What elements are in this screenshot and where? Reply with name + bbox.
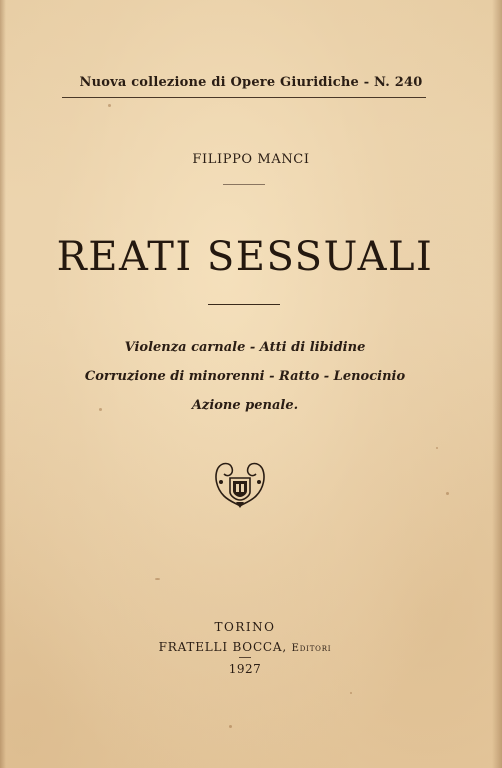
author-name: FILIPPO MANCI (192, 152, 310, 167)
subtitle-line: Corruzione di minorenni - Ratto - Lenocinio (84, 369, 406, 384)
author-divider (223, 184, 265, 185)
book-title: REATI SESSUALI (56, 234, 434, 280)
series-divider (62, 97, 426, 98)
foxing-spot (155, 578, 160, 580)
page-edge-shadow-right (492, 0, 502, 768)
foxing-spot (436, 447, 438, 449)
foxing-spot (108, 104, 111, 107)
publisher-role: Editori (291, 643, 332, 654)
foxing-spot (350, 692, 352, 694)
title-divider (208, 304, 280, 305)
foxing-spot (446, 492, 449, 495)
imprint-year: 1927 (228, 662, 262, 676)
subtitle-line: Azione penale. (191, 398, 299, 413)
imprint-publisher (0, 640, 490, 654)
imprint-city: TORINO (214, 620, 276, 634)
year-divider (239, 657, 251, 658)
foxing-spot (229, 725, 232, 728)
series-heading: Nuova collezione di Opere Giuridiche - N. 240 (79, 75, 423, 90)
subtitle-line: Violenza carnale - Atti di libidine (124, 340, 366, 355)
publisher-name: FRATELLI BOCCA, (158, 640, 287, 654)
printer-device-ornament-icon (212, 458, 268, 510)
